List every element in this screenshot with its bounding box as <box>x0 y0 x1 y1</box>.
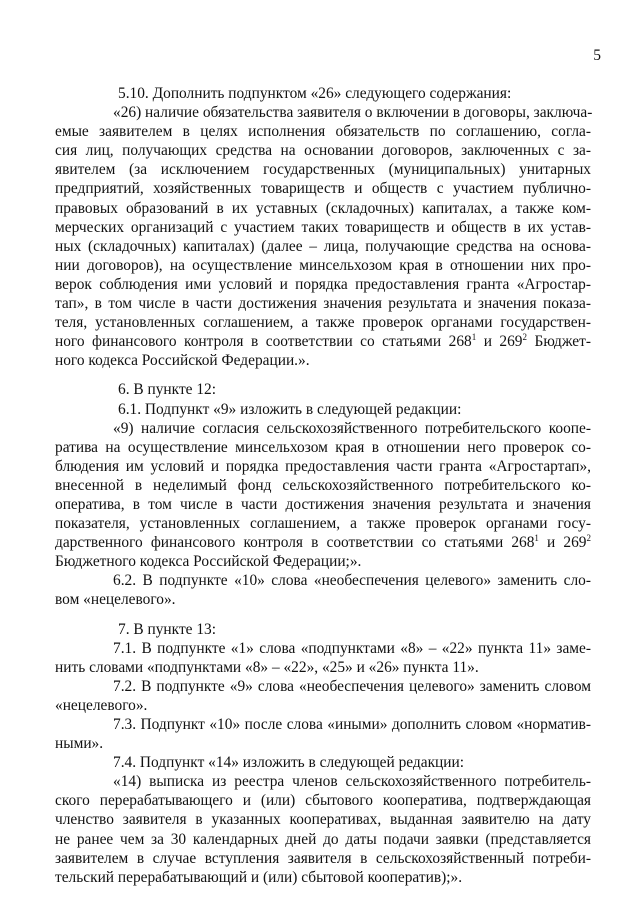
text-line: мерческих организаций с участием таких товариществ и обществ в их устав- <box>55 218 591 236</box>
text-line: тельский перерабатывающий и (или) сбытовой кооператив);». <box>55 868 463 886</box>
page-number: 5 <box>593 47 601 64</box>
document-body <box>55 84 591 887</box>
paragraph-gap <box>55 370 591 380</box>
text-line: 6.2. В подпункте «10» слова «необеспечения целевого» заменить сло- <box>113 572 591 590</box>
text-line: 7. В пункте 13: <box>118 620 217 638</box>
text-line: 6.1. Подпункт «9» изложить в следующей редакции: <box>118 400 462 418</box>
text-line: 7.4. Подпункт «14» изложить в следующей редакции: <box>113 754 465 772</box>
text-line: ратива на осуществление минсельхозом края в отношении него проверок со- <box>55 438 591 456</box>
superscript: 2 <box>586 533 591 544</box>
superscript: 2 <box>522 332 527 343</box>
text-line: правовых образований в их уставных (складочных) капиталах, а также ком- <box>55 199 591 217</box>
text-line: предприятий, хозяйственных товариществ и обществ с участием публично- <box>55 180 591 198</box>
text-line <box>55 332 591 351</box>
text-line: 7.2. В подпункте «9» слова «необеспечения целевого» заменить словом <box>113 677 591 695</box>
text-fragment: Бюджет- <box>527 333 591 351</box>
text-line: 7.3. Подпункт «10» после слова «иными» дополнить словом «норматив- <box>113 716 591 733</box>
text-line: сия лиц, получающих средства на основании договоров, заключенных с за- <box>55 142 591 160</box>
text-line: оператива, в том числе в части достижения значения результата и значения <box>55 495 591 513</box>
paragraph-gap <box>55 610 591 620</box>
text-line: теля, установленных соглашением, а также проверок органами государствен- <box>55 314 591 332</box>
text-line: Бюджетного кодекса Российской Федерации;». <box>55 553 362 571</box>
text-line: блюдения им условий и порядка предоставления части гранта «Агростартап», <box>55 457 591 475</box>
text-fragment: ного финансового контроля в соответствии со статьями 268 <box>55 333 472 351</box>
text-line <box>55 533 591 552</box>
text-line: 7.1. В подпункте «1» слова «подпунктами «8» – «22» пункта 11» заме- <box>113 639 591 657</box>
text-fragment: и 269 <box>476 333 523 351</box>
text-line: явителем (за исключением государственных (муниципальных) унитарных <box>55 161 591 179</box>
text-line: «9) наличие согласия сельскохозяйственного потребительского коопе- <box>113 419 591 437</box>
text-line: 6. В пункте 12: <box>118 381 217 399</box>
text-line: «14) выписка из реестра членов сельскохозяйственного потребитель- <box>113 773 591 791</box>
text-line: «26) наличие обязательства заявителя о включении в договоры, заключа- <box>113 104 593 122</box>
text-fragment: и 269 <box>538 534 587 552</box>
text-line: «нецелевого». <box>55 696 148 714</box>
text-line: показателя, установленных соглашением, а также проверок органами госу- <box>55 515 591 533</box>
text-line: верок соблюдения ими условий и порядка предоставления гранта «Агростар- <box>55 275 591 293</box>
text-line: заявителем в случае вступления заявителя в сельскохозяйственный потреби- <box>55 849 591 867</box>
text-line: нии договоров), на осуществление минсельхозом края в отношении них про- <box>55 256 591 274</box>
superscript: 1 <box>534 533 539 544</box>
text-line: членство заявителя в указанных кооперативах, выданная заявителю на дату <box>55 811 591 829</box>
text-line: не ранее чем за 30 календарных дней до даты подачи заявки (представляется <box>55 830 591 848</box>
text-line: ных (складочных) капиталах) (далее – лица, получающие средства на основа- <box>55 237 591 255</box>
text-line: ского перерабатывающего и (или) сбытового кооператива, подтверждающая <box>55 792 591 810</box>
text-line: внесенной в неделимый фонд сельскохозяйственного потребительского ко- <box>55 476 591 494</box>
text-line: тап», в том числе в части достижения значения результата и значения показа- <box>55 295 591 313</box>
text-line: емые заявителем в целях исполнения обязательств по соглашению, согла- <box>55 123 591 141</box>
text-line: ного кодекса Российской Федерации.». <box>55 352 310 370</box>
superscript: 1 <box>471 332 477 343</box>
text-line: вом «нецелевого». <box>55 591 176 609</box>
text-line: 5.10. Дополнить подпунктом «26» следующего содержания: <box>118 85 512 102</box>
text-line: ными». <box>55 735 104 753</box>
text-fragment: дарственного финансового контроля в соответствии со статьями 268 <box>55 534 535 552</box>
text-line: нить словами «подпунктами «8» – «22», «25» и «26» пункта 11». <box>55 658 479 676</box>
